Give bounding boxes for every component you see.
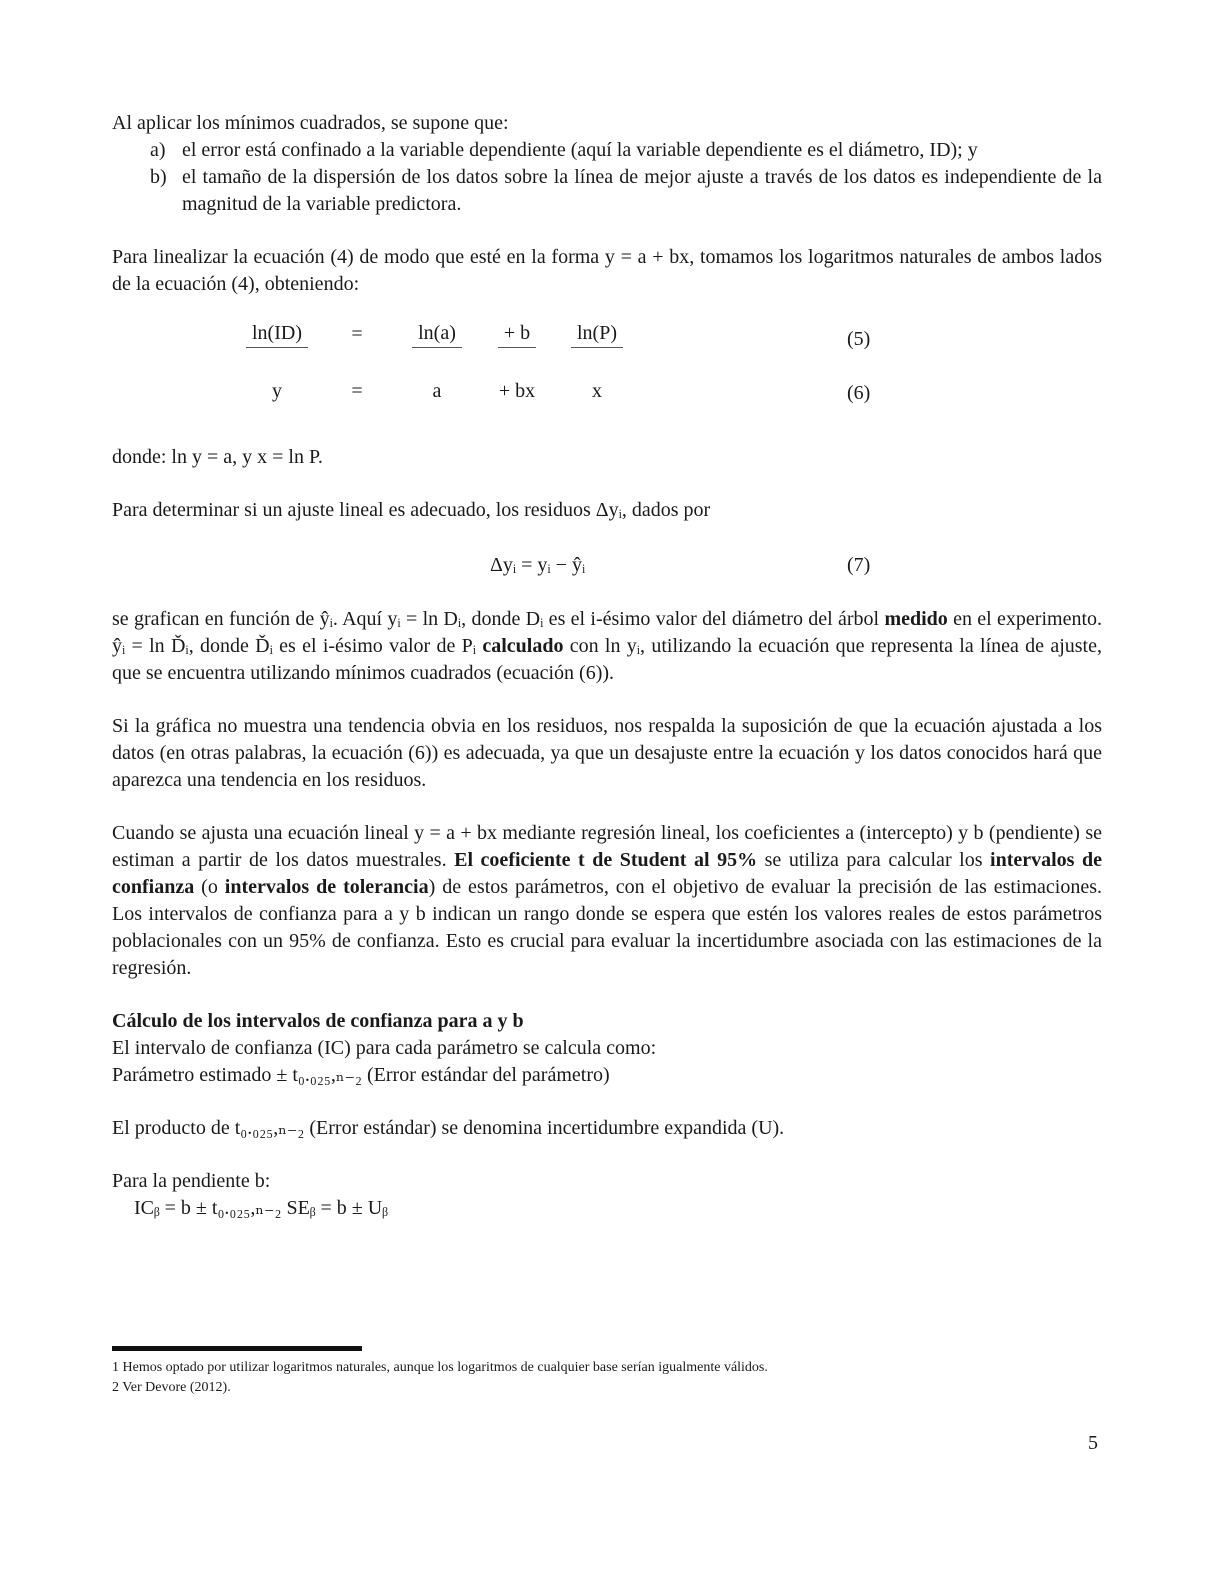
assumption-list (112, 137, 1102, 218)
equation-number-5: (5) (847, 328, 871, 350)
eq6-term2: + bx (498, 380, 536, 402)
footnote: 1 Hemos optado por utilizar logaritmos naturales, aunque los logaritmos de cualquier base serían igualmente válidos. (112, 1360, 768, 1375)
paragraph-residuals: Para determinar si un ajuste lineal es adecuado, los residuos Δyᵢ, dados por (112, 499, 711, 521)
paragraph-trend: Si la gráfica no muestra una tendencia obvia en los residuos, nos respalda la suposición de que la ecuación ajustada a los datos (en otras palabras, la ecuación (6)) es adecuada, ya que un desajuste entre la ecuación y los datos conocidos hará que aparezca una tendencia en los residuos. (112, 715, 1102, 791)
eq5-term1: ln(a) (412, 320, 462, 348)
list-item (112, 164, 1102, 218)
equation-6: y = a + bx x (237, 378, 637, 405)
slope-formula: ICᵦ = b ± t₀.₀₂₅,ₙ₋₂ SEᵦ = b ± Uᵦ (134, 1197, 388, 1219)
footnotes (112, 1358, 1102, 1398)
page-number: 5 (1088, 1432, 1098, 1454)
paragraph-linearize: Para linealizar la ecuación (4) de modo que esté en la forma y = a + bx, tomamos los logaritmos naturales de ambos lados de la ecuación (4), obteniendo: (112, 246, 1102, 295)
intro-text: Al aplicar los mínimos cuadrados, se supone que: (112, 112, 509, 134)
eq6-lhs: y (272, 380, 282, 402)
section-line: El intervalo de confianza (IC) para cada parámetro se calcula como: (112, 1037, 657, 1059)
equation-5: ln(ID) = ln(a) + b ln(P) (237, 320, 637, 348)
list-item-text: el tamaño de la dispersión de los datos sobre la línea de mejor ajuste a través de los datos es independiente de la magnitud de la variable predictora. (182, 166, 1102, 215)
paragraph-plotted: se grafican en función de ŷᵢ. Aquí yᵢ = ln Dᵢ, donde Dᵢ es el i-ésimo valor del diámetro del árbol medido en el experimento. ŷᵢ = ln Ďᵢ, donde Ďᵢ es el i-ésimo valor de Pᵢ calculado con ln yᵢ, utilizando la ecuación que representa la línea de ajuste, que se encuentra utilizando mínimos cuadrados (ecuación (6)). (112, 608, 1102, 684)
equation-7 (112, 544, 1102, 584)
list-marker: b) (150, 166, 167, 188)
bold-term: calculado (482, 635, 564, 657)
list-item-text: el error está confinado a la variable dependiente (aquí la variable dependiente es el diámetro, ID); y (182, 139, 978, 161)
eq5-term2: + b (498, 320, 536, 348)
list-marker: a) (150, 139, 166, 161)
bold-term: intervalos de tolerancia (224, 876, 429, 898)
eq6-term3: x (592, 380, 602, 402)
document-page (112, 110, 1102, 1222)
equation-number-6: (6) (847, 382, 871, 404)
slope-heading: Para la pendiente b: (112, 1170, 271, 1192)
eq6-term1: a (432, 380, 442, 402)
paragraph-regression: Cuando se ajusta una ecuación lineal y = a + bx mediante regresión lineal, los coeficientes a (intercepto) y b (pendiente) se estiman a partir de los datos muestrales. El coeficiente t de Student al 95% se utiliza para calcular los intervalos de confianza (o intervalos de tolerancia) de estos parámetros, con el objetivo de evaluar la precisión de las estimaciones. Los intervalos de confianza para a y b indican un rango donde se espera que estén los valores reales de estos parámetros poblacionales con un 95% de confianza. Esto es crucial para evaluar la incertidumbre asociada con las estimaciones de la regresión. (112, 822, 1102, 979)
footnote-rule (112, 1346, 362, 1351)
bold-term: intervalos de confianza (112, 849, 1102, 898)
footnote: 2 Ver Devore (2012). (112, 1380, 231, 1395)
equation-number-7: (7) (847, 554, 871, 576)
paragraph-where: donde: ln y = a, y x = ln P. (112, 446, 323, 468)
bold-term: El coeficiente t de Student al 95% (454, 849, 758, 871)
bold-term: medido (884, 608, 948, 630)
section-line: Parámetro estimado ± t₀.₀₂₅,ₙ₋₂ (Error estándar del parámetro) (112, 1064, 610, 1086)
eq5-term3: ln(P) (571, 320, 623, 348)
section-title: Cálculo de los intervalos de confianza para a y b (112, 1010, 524, 1032)
equations-5-6 (112, 314, 1102, 426)
paragraph-expanded-uncertainty: El producto de t₀.₀₂₅,ₙ₋₂ (Error estándar) se denomina incertidumbre expandida (U). (112, 1117, 785, 1139)
eq7-expression: Δyᵢ = yᵢ − ŷᵢ (490, 554, 586, 576)
eq5-lhs: ln(ID) (246, 320, 308, 348)
list-item (112, 137, 1102, 164)
